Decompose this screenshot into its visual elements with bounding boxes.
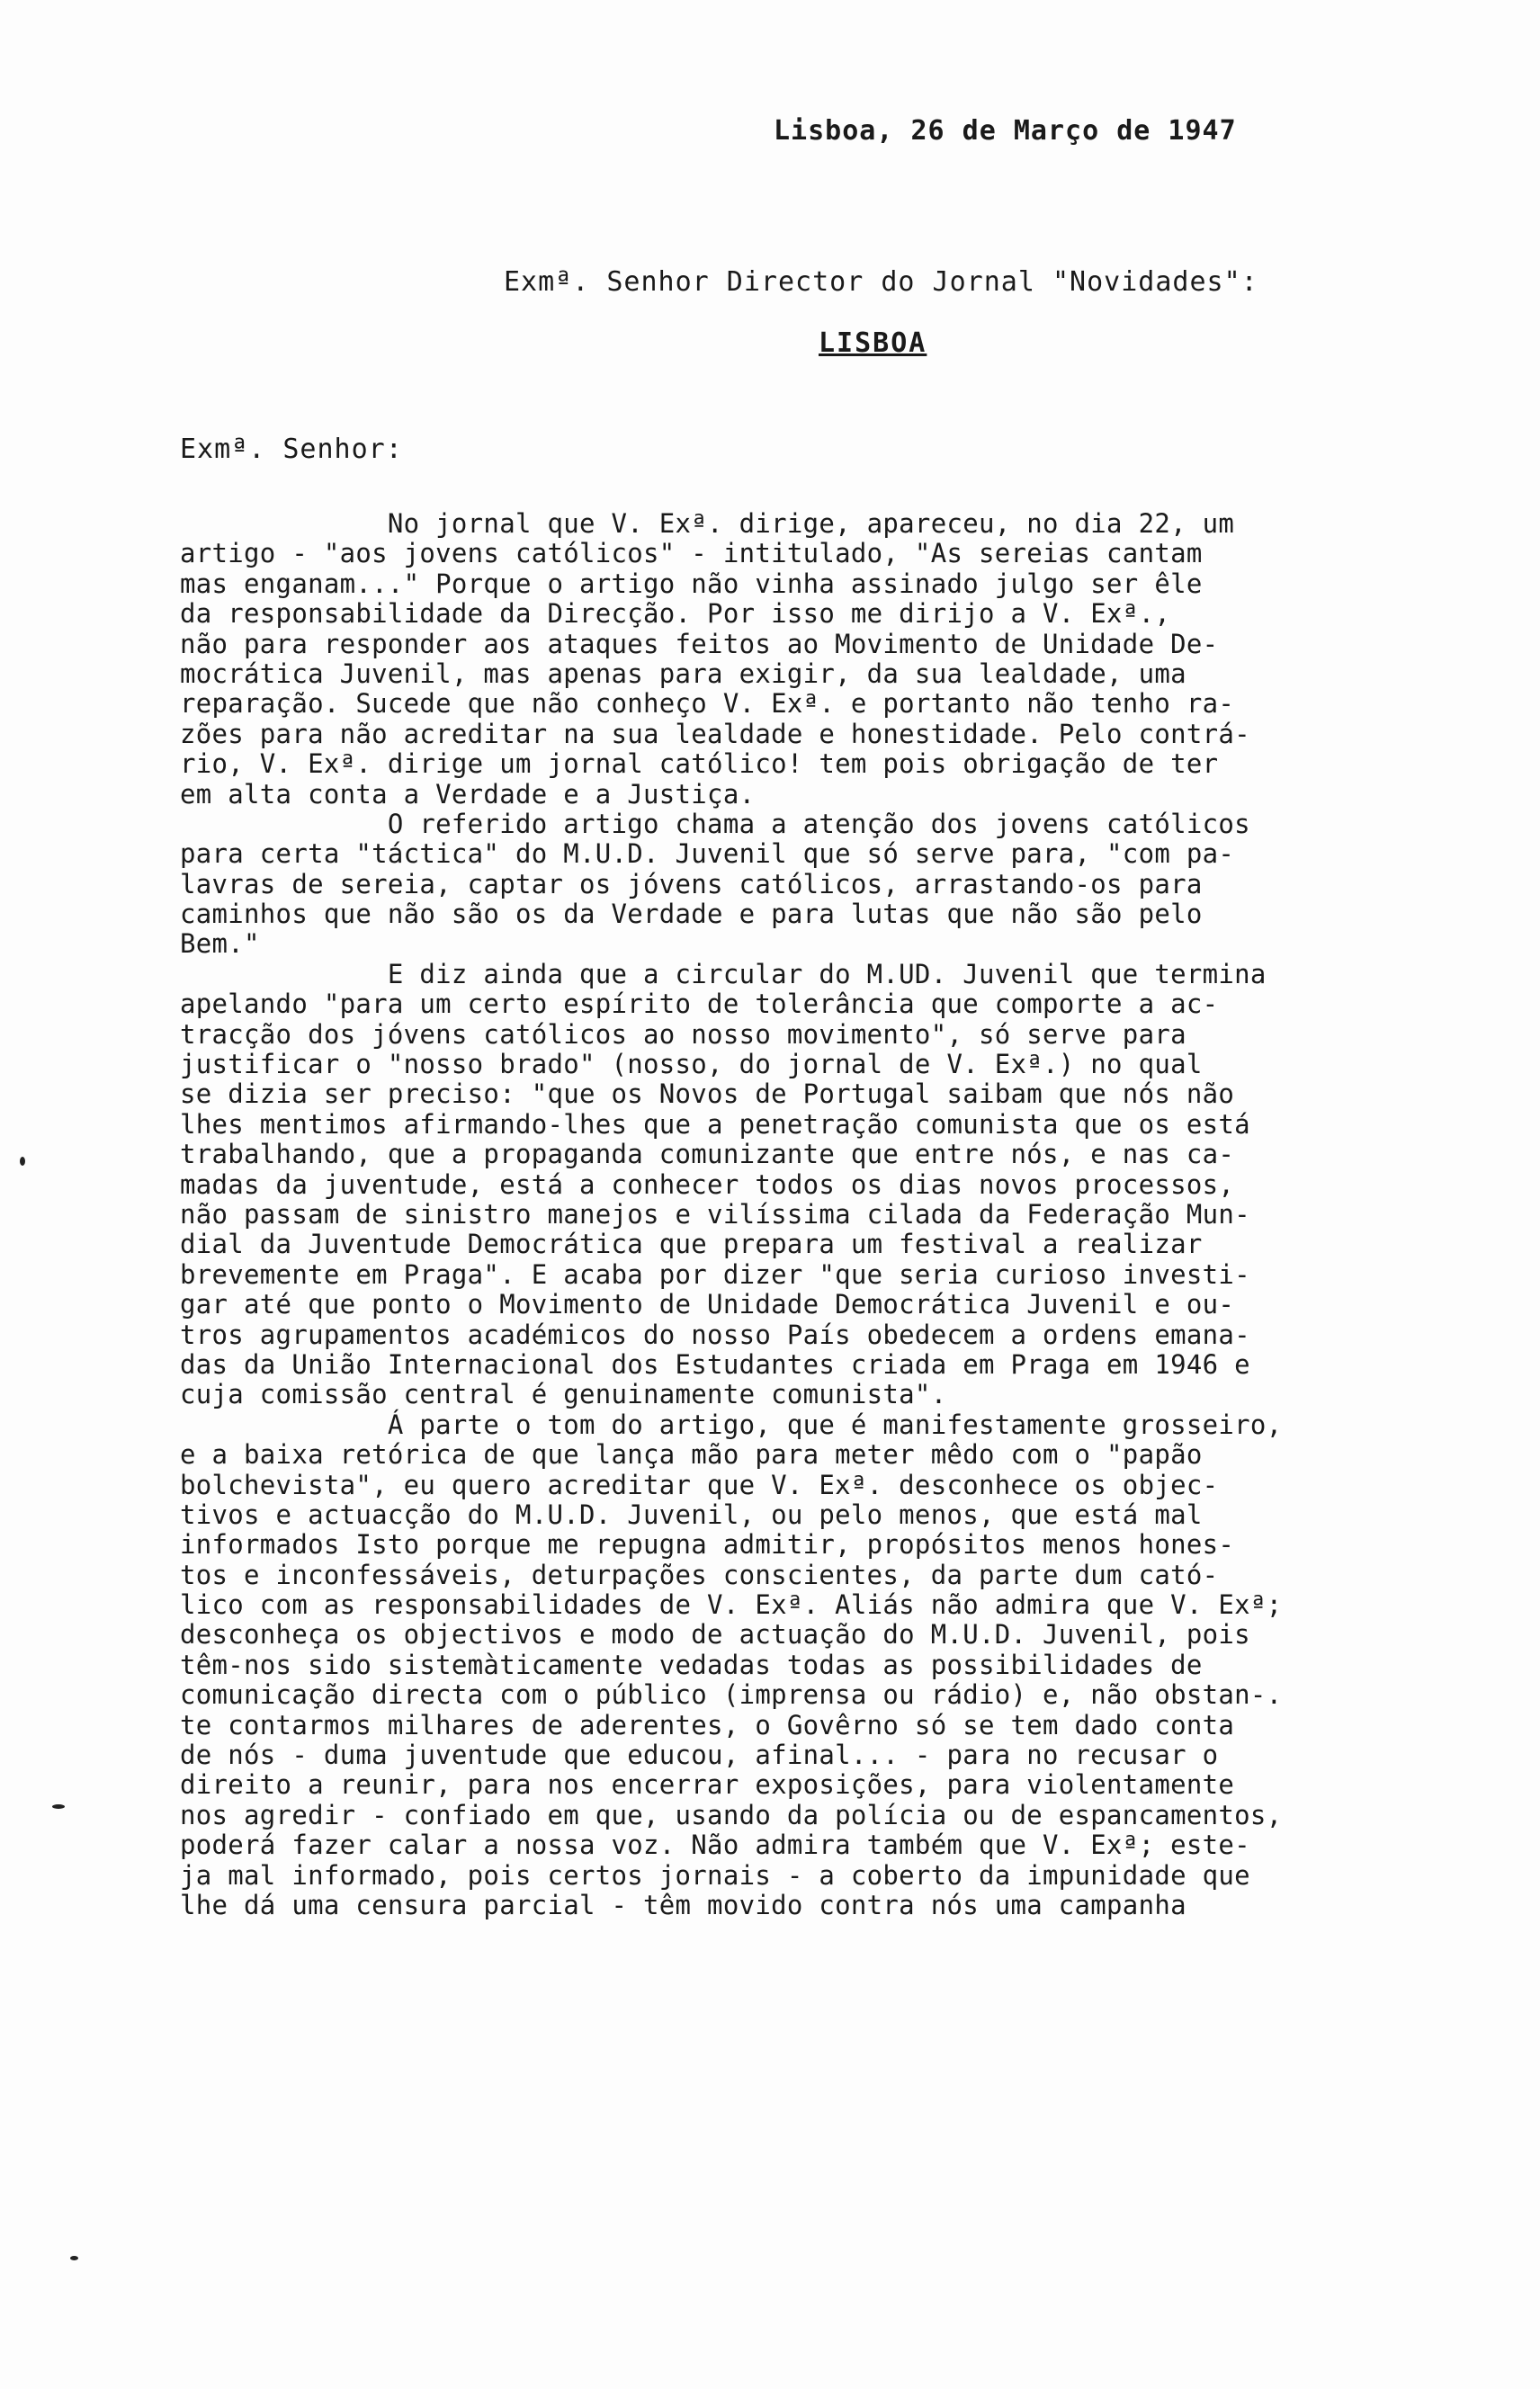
body-line: tivos e actuacção do M.U.D. Juvenil, ou pelo menos, que está mal: [180, 1499, 1203, 1530]
scan-mark: [70, 2256, 78, 2260]
body-line: zões para não acreditar na sua lealdade e honestidade. Pelo contrá-: [180, 718, 1250, 749]
letter-city: LISBOA: [819, 327, 927, 359]
body-line: nos agredir - confiado em que, usando da polícia ou de espancamentos,: [180, 1799, 1283, 1830]
body-line: desconheça os objectivos e modo de actuação do M.U.D. Juvenil, pois: [180, 1619, 1250, 1651]
body-line: reparação. Sucede que não conheço V. Exª. e portanto não tenho ra-: [180, 688, 1235, 720]
body-line: rio, V. Exª. dirige um jornal católico! tem pois obrigação de ter: [180, 748, 1219, 780]
body-line: Bem.": [180, 928, 260, 960]
body-line: E diz ainda que a circular do M.UD. Juvenil que termina: [180, 958, 1267, 989]
body-line: Á parte o tom do artigo, que é manifestamente grosseiro,: [180, 1409, 1283, 1440]
body-line: lico com as responsabilidades de V. Exª. Aliás não admira que V. Exª;: [180, 1589, 1283, 1621]
body-line: lhes mentimos afirmando-lhes que a penetração comunista que os está: [180, 1108, 1250, 1140]
body-line: informados Isto porque me repugna admitir, propósitos menos hones-: [180, 1529, 1235, 1561]
body-line: tracção dos jóvens católicos ao nosso movimento", só serve para: [180, 1018, 1186, 1050]
body-line: em alta conta a Verdade e a Justiça.: [180, 778, 756, 810]
body-line: O referido artigo chama a atenção dos jovens católicos: [180, 808, 1250, 839]
body-line: e a baixa retórica de que lança mão para meter mêdo com o "papão: [180, 1439, 1203, 1471]
scan-mark: [20, 1157, 25, 1166]
body-line: madas da juventude, está a conhecer todos os dias novos processos,: [180, 1168, 1235, 1200]
body-line: No jornal que V. Exª. dirige, apareceu, no dia 22, um: [180, 508, 1235, 539]
body-line: dial da Juventude Democrática que prepara um festival a realizar: [180, 1229, 1203, 1260]
letter-date: Lisboa, 26 de Março de 1947: [774, 115, 1237, 147]
body-line: tros agrupamentos académicos do nosso País obedecem a ordens emana-: [180, 1319, 1250, 1350]
body-line: poderá fazer calar a nossa voz. Não admira também que V. Exª; este-: [180, 1830, 1250, 1861]
body-line: ja mal informado, pois certos jornais - a coberto da impunidade que: [180, 1859, 1250, 1891]
body-line: comunicação directa com o público (imprensa ou rádio) e, não obstan-.: [180, 1679, 1283, 1711]
body-line: se dizia ser preciso: "que os Novos de Portugal saibam que nós não: [180, 1078, 1235, 1110]
body-line: trabalhando, que a propaganda comunizante que entre nós, e nas ca-: [180, 1139, 1235, 1170]
body-line: para certa "táctica" do M.U.D. Juvenil que só serve para, "com pa-: [180, 838, 1235, 870]
body-line: das da União Internacional dos Estudantes criada em Praga em 1946 e: [180, 1348, 1250, 1380]
letter-salutation: Exmª. Senhor:: [180, 434, 403, 465]
body-line: caminhos que não são os da Verdade e para lutas que não são pelo: [180, 899, 1203, 930]
body-line: não para responder aos ataques feitos ao Movimento de Unidade De-: [180, 628, 1219, 659]
body-line: têm-nos sido sistemàticamente vedadas todas as possibilidades de: [180, 1649, 1203, 1680]
body-line: lhe dá uma censura parcial - têm movido contra nós uma campanha: [180, 1889, 1186, 1920]
body-line: mocrática Juvenil, mas apenas para exigir, da sua lealdade, uma: [180, 658, 1186, 689]
scan-mark: [52, 1804, 65, 1809]
body-line: não passam de sinistro manejos e vilíssima cilada da Federação Mun-: [180, 1198, 1250, 1230]
body-line: mas enganam..." Porque o artigo não vinha assinado julgo ser êle: [180, 568, 1203, 599]
body-line: brevemente em Praga". E acaba por dizer "que seria curioso investi-: [180, 1258, 1250, 1290]
body-line: apelando "para um certo espírito de tolerância que comporte a ac-: [180, 989, 1219, 1020]
body-line: de nós - duma juventude que educou, afinal... - para no recusar o: [180, 1740, 1219, 1771]
body-line: gar até que ponto o Movimento de Unidade Democrática Juvenil e ou-: [180, 1289, 1235, 1320]
letter-addressee: Exmª. Senhor Director do Jornal "Novidades":: [504, 266, 1258, 298]
body-line: direito a reunir, para nos encerrar exposições, para violentamente: [180, 1769, 1235, 1801]
body-line: bolchevista", eu quero acreditar que V. Exª. desconhece os objec-: [180, 1469, 1219, 1500]
body-line: artigo - "aos jovens católicos" - intitulado, "As sereias cantam: [180, 538, 1203, 569]
letter-body: [180, 509, 1394, 1920]
body-line: te contarmos milhares de aderentes, o Govêrno só se tem dado conta: [180, 1709, 1235, 1740]
body-line: cuja comissão central é genuinamente comunista".: [180, 1379, 947, 1410]
body-line: lavras de sereia, captar os jóvens católicos, arrastando-os para: [180, 868, 1203, 899]
body-line: da responsabilidade da Direcção. Por isso me dirijo a V. Exª.,: [180, 598, 1171, 630]
body-line: tos e inconfessáveis, deturpações conscientes, da parte dum cató-: [180, 1559, 1219, 1590]
body-line: justificar o "nosso brado" (nosso, do jornal de V. Exª.) no qual: [180, 1049, 1203, 1080]
